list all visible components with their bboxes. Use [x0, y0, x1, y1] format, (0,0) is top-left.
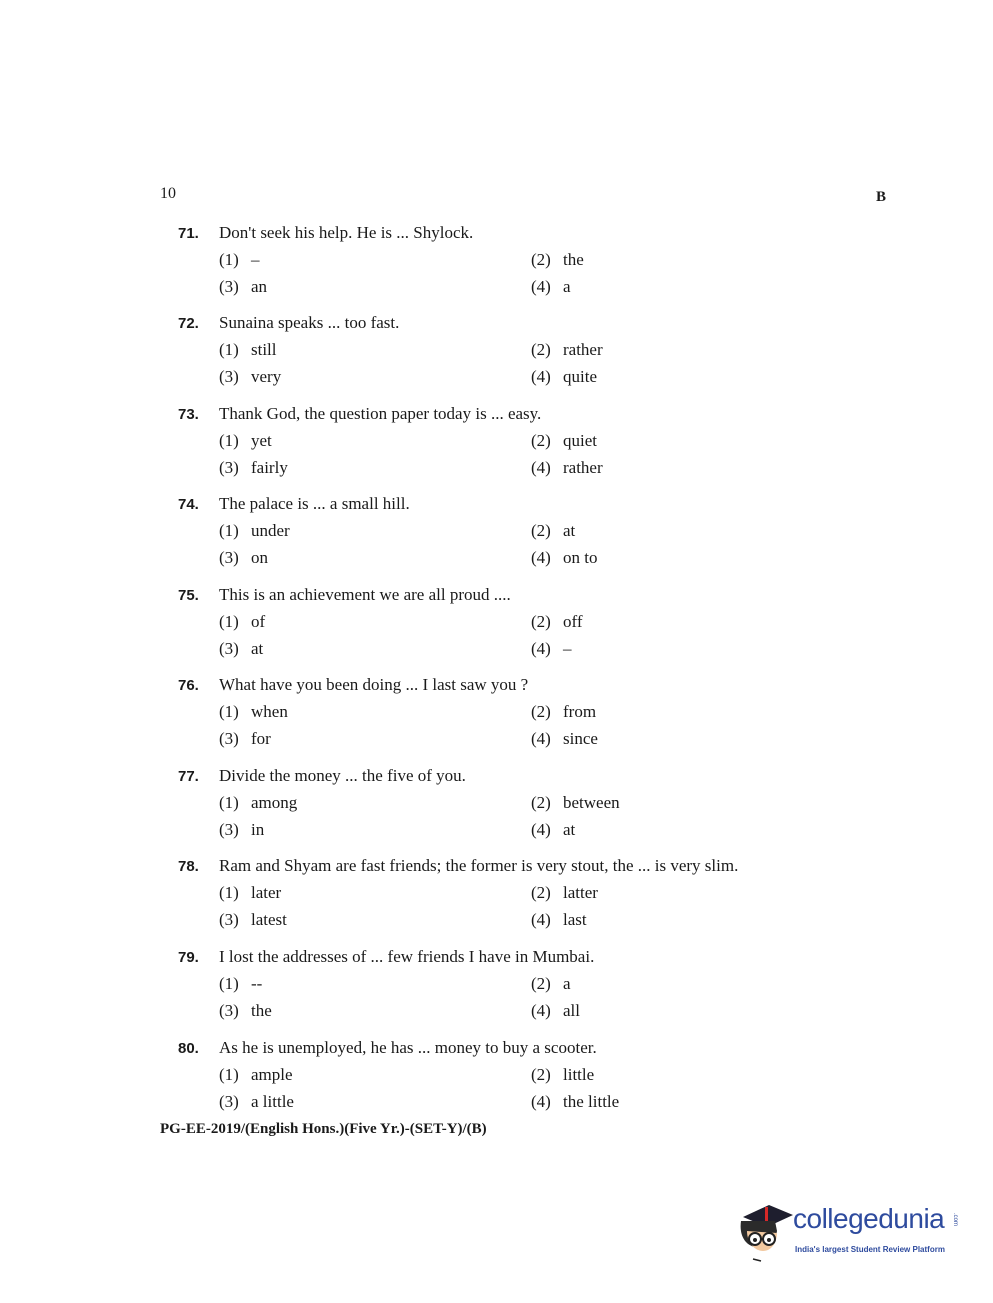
answer-option [219, 363, 281, 390]
option-number: (1) [219, 702, 239, 721]
question-text: This is an achievement we are all proud .... [219, 585, 511, 604]
option-number: (4) [531, 458, 551, 477]
question-item [178, 582, 818, 662]
option-number: (1) [219, 793, 239, 812]
option-row [178, 879, 818, 906]
question-stem [178, 763, 818, 789]
answer-option [219, 970, 262, 997]
option-row [178, 273, 818, 300]
option-text: yet [251, 431, 272, 450]
option-number: (1) [219, 431, 239, 450]
option-text: off [563, 612, 583, 631]
option-number: (3) [219, 1092, 239, 1111]
answer-option [531, 906, 587, 933]
option-row [178, 427, 818, 454]
option-number: (2) [531, 521, 551, 540]
option-row [178, 906, 818, 933]
answer-option [219, 1088, 294, 1115]
question-item [178, 853, 818, 933]
option-number: (2) [531, 1065, 551, 1084]
option-number: (3) [219, 1001, 239, 1020]
question-number: 78. [178, 858, 199, 875]
question-text: Sunaina speaks ... too fast. [219, 313, 400, 332]
question-text: As he is unemployed, he has ... money to buy a scooter. [219, 1038, 597, 1057]
answer-option [219, 427, 272, 454]
option-text: between [563, 793, 620, 812]
question-text: I lost the addresses of ... few friends I have in Mumbai. [219, 947, 595, 966]
option-text: at [251, 639, 264, 658]
answer-option [219, 997, 272, 1024]
question-number: 75. [178, 587, 199, 604]
option-number: (4) [531, 548, 551, 567]
option-number: (1) [219, 250, 239, 269]
answer-option [531, 879, 598, 906]
option-row [178, 608, 818, 635]
option-text: still [251, 340, 277, 359]
option-number: (2) [531, 612, 551, 631]
question-stem [178, 220, 818, 246]
option-text: – [563, 639, 572, 658]
answer-option [531, 997, 580, 1024]
answer-option [219, 273, 267, 300]
option-row [178, 1061, 818, 1088]
option-text: for [251, 729, 271, 748]
option-number: (2) [531, 340, 551, 359]
option-text: – [251, 250, 260, 269]
answer-option [219, 608, 265, 635]
question-stem [178, 944, 818, 970]
option-number: (3) [219, 367, 239, 386]
option-number: (4) [531, 639, 551, 658]
page-number: 10 [160, 185, 176, 202]
answer-option [219, 336, 277, 363]
option-text: quiet [563, 431, 597, 450]
answer-option [531, 336, 603, 363]
option-row [178, 336, 818, 363]
question-number: 71. [178, 225, 199, 242]
option-text: very [251, 367, 282, 386]
option-text: a little [251, 1092, 294, 1111]
option-number: (2) [531, 431, 551, 450]
question-item [178, 220, 818, 300]
option-text: among [251, 793, 298, 812]
answer-option [219, 454, 288, 481]
set-letter: B [876, 189, 887, 205]
option-text: quite [563, 367, 597, 386]
option-text: on to [563, 548, 598, 567]
option-text: a [563, 277, 571, 296]
question-item [178, 1035, 818, 1115]
option-text: a [563, 974, 571, 993]
question-item [178, 401, 818, 481]
answer-option [219, 816, 264, 843]
question-number: 79. [178, 949, 199, 966]
option-text: on [251, 548, 268, 567]
answer-option [219, 879, 281, 906]
question-stem [178, 853, 818, 879]
option-text: at [563, 521, 576, 540]
option-text: the [251, 1001, 272, 1020]
option-text: at [563, 820, 576, 839]
question-item [178, 763, 818, 843]
option-text: in [251, 820, 265, 839]
option-text: all [563, 1001, 580, 1020]
mascot-icon [735, 1195, 795, 1265]
question-text: Divide the money ... the five of you. [219, 766, 466, 785]
option-row [178, 997, 818, 1024]
answer-option [531, 273, 571, 300]
answer-option [219, 698, 288, 725]
option-number: (4) [531, 277, 551, 296]
question-number: 80. [178, 1040, 199, 1057]
answer-option [219, 517, 290, 544]
answer-option [219, 789, 297, 816]
option-row [178, 789, 818, 816]
answer-option [219, 906, 287, 933]
question-stem [178, 672, 818, 698]
answer-option [531, 789, 620, 816]
collegedunia-logo [735, 1195, 970, 1267]
option-number: (1) [219, 1065, 239, 1084]
answer-option [531, 427, 597, 454]
question-stem [178, 401, 818, 427]
option-text: -- [251, 974, 263, 993]
answer-option [531, 1061, 594, 1088]
option-number: (1) [219, 974, 239, 993]
answer-option [531, 635, 572, 662]
option-number: (3) [219, 820, 239, 839]
answer-option [531, 454, 603, 481]
option-text: the [563, 250, 584, 269]
option-text: ample [251, 1065, 293, 1084]
option-number: (2) [531, 250, 551, 269]
option-row [178, 816, 818, 843]
option-text: latter [563, 883, 598, 902]
logo-tagline: India's largest Student Review Platform [795, 1245, 945, 1254]
option-text: the little [563, 1092, 620, 1111]
option-number: (4) [531, 820, 551, 839]
option-text: since [563, 729, 598, 748]
option-row [178, 544, 818, 571]
option-number: (4) [531, 367, 551, 386]
option-text: latest [251, 910, 287, 929]
option-number: (2) [531, 974, 551, 993]
paper-code: PG-EE-2019/(English Hons.)(Five Yr.)-(SET-Y)/(B) [160, 1121, 487, 1137]
option-text: when [251, 702, 288, 721]
question-number: 76. [178, 677, 199, 694]
answer-option [531, 970, 571, 997]
option-number: (1) [219, 521, 239, 540]
answer-option [531, 246, 584, 273]
option-text: last [563, 910, 587, 929]
question-stem [178, 310, 818, 336]
question-text: Ram and Shyam are fast friends; the former is very stout, the ... is very slim. [219, 856, 739, 875]
question-text: Thank God, the question paper today is ... easy. [219, 404, 542, 423]
option-number: (4) [531, 910, 551, 929]
option-number: (3) [219, 458, 239, 477]
question-item [178, 944, 818, 1024]
answer-option [531, 608, 583, 635]
option-number: (3) [219, 729, 239, 748]
answer-option [531, 363, 597, 390]
option-row [178, 725, 818, 752]
option-number: (4) [531, 729, 551, 748]
question-number: 77. [178, 768, 199, 785]
option-number: (1) [219, 612, 239, 631]
option-text: fairly [251, 458, 288, 477]
answer-option [219, 246, 260, 273]
option-row [178, 970, 818, 997]
option-row [178, 1088, 818, 1115]
option-number: (1) [219, 883, 239, 902]
option-row [178, 698, 818, 725]
question-item [178, 310, 818, 390]
option-row [178, 517, 818, 544]
option-text: from [563, 702, 597, 721]
option-number: (3) [219, 639, 239, 658]
option-text: rather [563, 340, 603, 359]
option-number: (1) [219, 340, 239, 359]
option-text: of [251, 612, 266, 631]
question-item [178, 491, 818, 571]
option-number: (4) [531, 1001, 551, 1020]
question-text: Don't seek his help. He is ... Shylock. [219, 223, 474, 242]
answer-option [531, 544, 597, 571]
option-number: (3) [219, 277, 239, 296]
option-text: an [251, 277, 268, 296]
option-row [178, 246, 818, 273]
question-number: 73. [178, 406, 199, 423]
answer-option [531, 725, 598, 752]
question-number: 72. [178, 315, 199, 332]
option-text: later [251, 883, 282, 902]
answer-option [531, 698, 596, 725]
option-number: (2) [531, 793, 551, 812]
question-number: 74. [178, 496, 199, 513]
option-row [178, 363, 818, 390]
answer-option [219, 544, 268, 571]
option-number: (3) [219, 548, 239, 567]
option-text: rather [563, 458, 603, 477]
answer-option [219, 635, 263, 662]
question-item [178, 672, 818, 752]
answer-option [531, 816, 575, 843]
question-text: The palace is ... a small hill. [219, 494, 410, 513]
option-number: (3) [219, 910, 239, 929]
option-number: (4) [531, 1092, 551, 1111]
question-stem [178, 491, 818, 517]
option-text: under [251, 521, 290, 540]
answer-option [531, 517, 575, 544]
answer-option [531, 1088, 619, 1115]
answer-option [219, 1061, 293, 1088]
question-stem [178, 1035, 818, 1061]
question-text: What have you been doing ... I last saw you ? [219, 675, 529, 694]
option-text: little [563, 1065, 595, 1084]
logo-wordmark: collegedunia [793, 1203, 945, 1234]
logo-domain-suffix: .com [952, 1213, 958, 1227]
question-stem [178, 582, 818, 608]
answer-option [219, 725, 271, 752]
option-row [178, 454, 818, 481]
option-number: (2) [531, 883, 551, 902]
option-row [178, 635, 818, 662]
option-number: (2) [531, 702, 551, 721]
